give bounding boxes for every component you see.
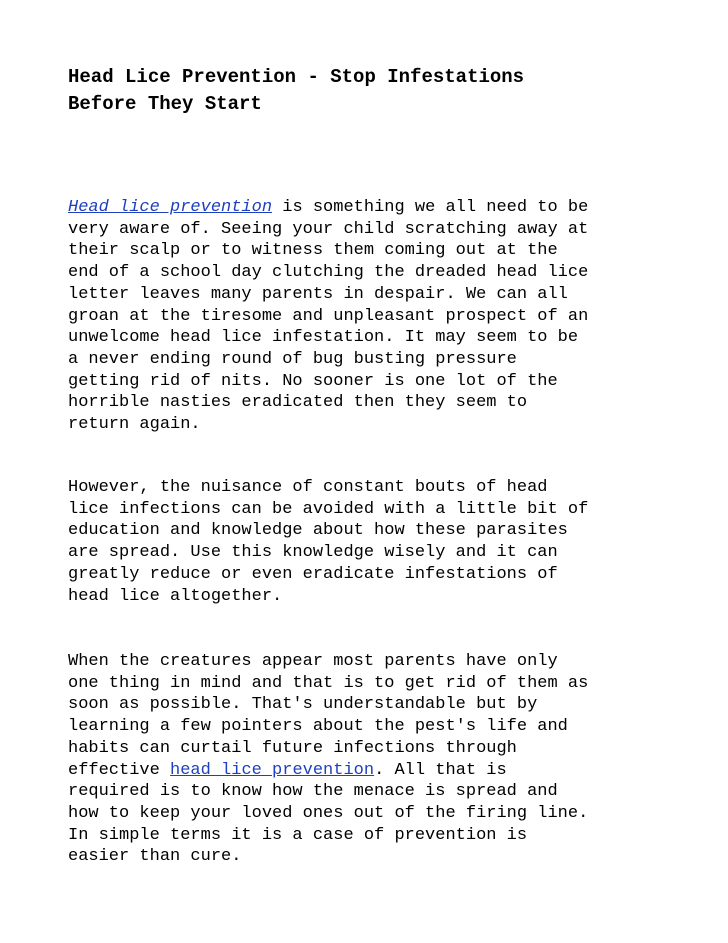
document-title bbox=[68, 64, 668, 118]
head-lice-prevention-link[interactable]: head lice prevention bbox=[170, 760, 375, 780]
title-line: Head Lice Prevention - Stop Infestations bbox=[68, 66, 525, 88]
paragraph-line: required is to know how the menace is spread and bbox=[68, 782, 558, 802]
paragraph-line: letter leaves many parents in despair. We can all bbox=[68, 284, 568, 304]
paragraph-line: When the creatures appear most parents have only bbox=[68, 652, 558, 671]
paragraph-line: return again. bbox=[68, 415, 201, 435]
paragraph-2 bbox=[68, 477, 588, 607]
paragraph-line: getting rid of nits. No sooner is one lot of the bbox=[68, 371, 558, 391]
paragraph-text: . All that is bbox=[374, 760, 507, 780]
paragraph-line: how to keep your loved ones out of the firing line. bbox=[68, 803, 589, 823]
paragraph-line: head lice altogether. bbox=[68, 586, 283, 606]
paragraph-line: habits can curtail future infections through bbox=[68, 738, 517, 758]
head-lice-prevention-link[interactable]: Head lice prevention bbox=[68, 198, 273, 217]
paragraph-line: greatly reduce or even eradicate infestations of bbox=[68, 564, 558, 584]
paragraph-line: soon as possible. That's understandable but by bbox=[68, 695, 538, 715]
paragraph-line bbox=[68, 197, 588, 219]
title-line: Before They Start bbox=[68, 93, 262, 115]
paragraph-text: effective bbox=[68, 760, 171, 780]
paragraph-line: However, the nuisance of constant bouts of head bbox=[68, 478, 548, 497]
paragraph-line: groan at the tiresome and unpleasant prospect of an bbox=[68, 306, 589, 326]
paragraph-line: learning a few pointers about the pest's life and bbox=[68, 717, 568, 737]
paragraph-line: their scalp or to witness them coming out at the bbox=[68, 241, 558, 261]
paragraph-3 bbox=[68, 651, 588, 868]
paragraph-line: very aware of. Seeing your child scratching away at bbox=[68, 219, 589, 239]
paragraph-line: education and knowledge about how these parasites bbox=[68, 521, 568, 541]
document-page bbox=[68, 64, 668, 867]
paragraph-text: is something we all need to be bbox=[272, 198, 589, 217]
paragraph-line bbox=[68, 760, 588, 782]
paragraph-1 bbox=[68, 197, 588, 436]
paragraph-line: horrible nasties eradicated then they seem to bbox=[68, 393, 528, 413]
paragraph-line: In simple terms it is a case of prevention is bbox=[68, 825, 528, 845]
paragraph-line: unwelcome head lice infestation. It may seem to be bbox=[68, 328, 579, 348]
paragraph-line: end of a school day clutching the dreaded head lice bbox=[68, 263, 589, 283]
paragraph-line: are spread. Use this knowledge wisely and it can bbox=[68, 543, 558, 563]
paragraph-line: easier than cure. bbox=[68, 847, 242, 867]
paragraph-line: a never ending round of bug busting pressure bbox=[68, 349, 517, 369]
paragraph-line: one thing in mind and that is to get rid of them as bbox=[68, 673, 589, 693]
paragraph-line: lice infections can be avoided with a little bit of bbox=[68, 499, 589, 519]
